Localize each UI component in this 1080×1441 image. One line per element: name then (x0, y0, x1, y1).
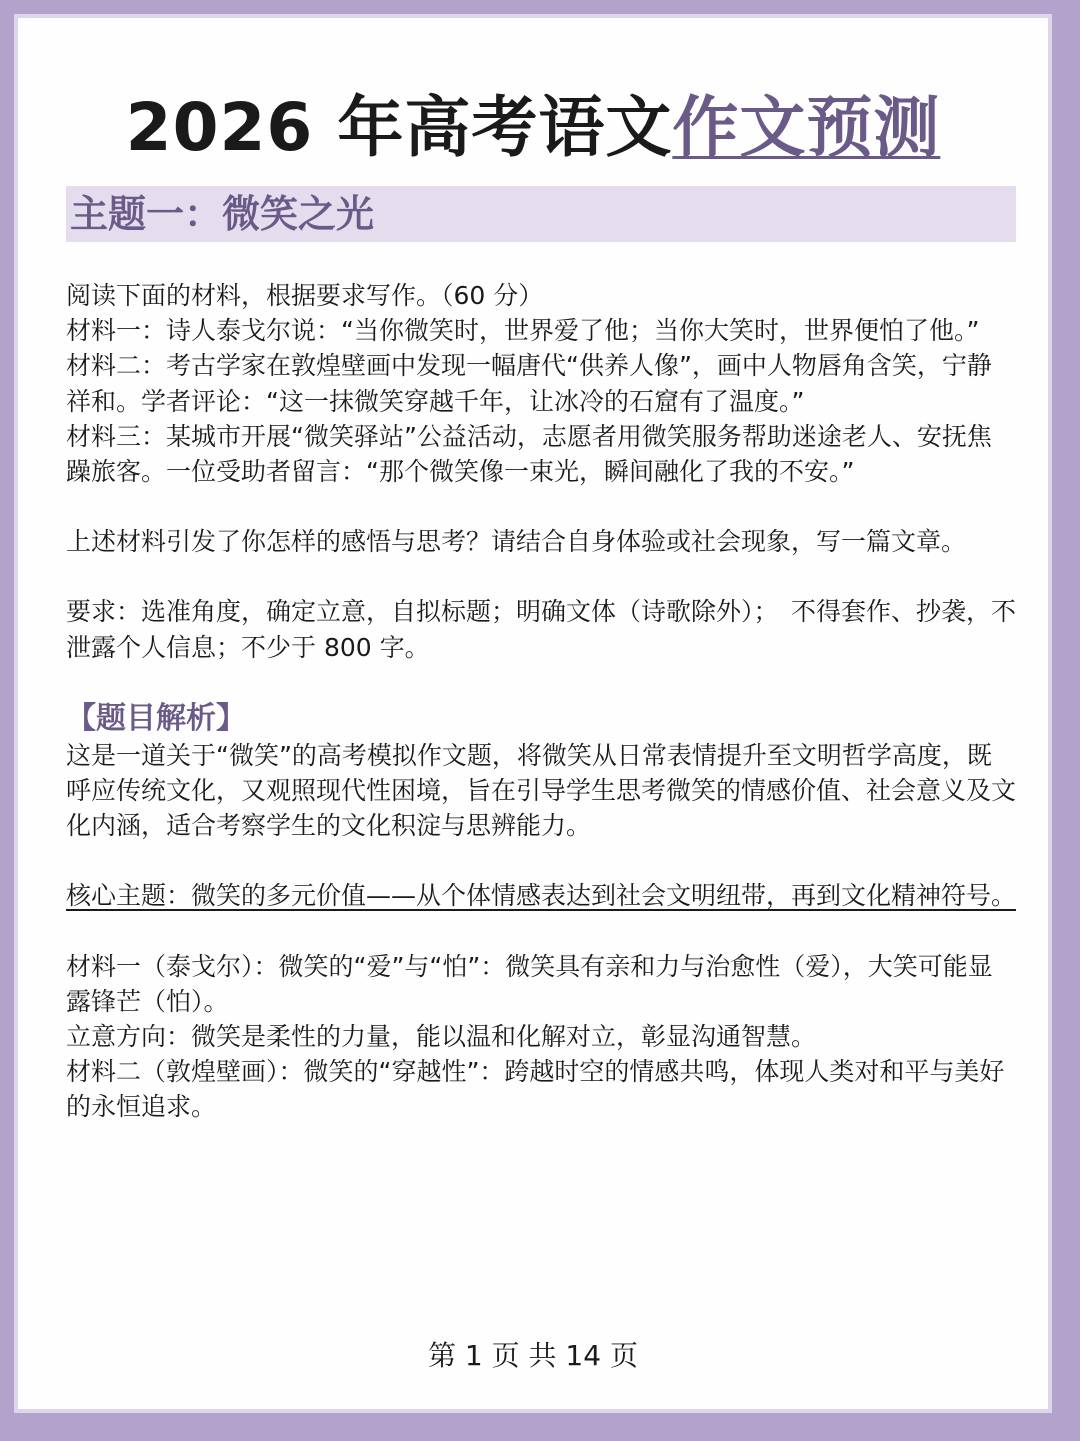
document-body (66, 278, 1016, 1125)
material-one: 材料一：诗人泰戈尔说：“当你微笑时，世界爱了他；当你大笑时，世界便怕了他。” (66, 316, 980, 346)
material-two: 材料二：考古学家在敦煌壁画中发现一幅唐代“供养人像”，画中人物唇角含笑，宁静祥和。学者评论：“这一抹微笑穿越千年，让冰冷的石窟有了温度。” (66, 351, 992, 416)
writing-requirements: 要求：选准角度，确定立意，自拟标题；明确文体（诗歌除外）； 不得套作、抄袭，不泄露个人信息；不少于 800 字。 (66, 597, 1017, 662)
analysis-summary: 这是一道关于“微笑”的高考模拟作文题，将微笑从日常表情提升至文明哲学高度，既呼应传统文化，又观照现代性困境，旨在引导学生思考微笑的情感价值、社会意义及文化内涵，适合考察学生的文化积淀与思辨能力。 (66, 740, 1017, 841)
page-title (18, 88, 1048, 168)
analysis-point-two: 材料二（敦煌壁画）：微笑的“穿越性”：跨越时空的情感共鸣，体现人类对和平与美好的永恒追求。 (66, 1057, 1005, 1122)
title-plain: 2026 年高考语文 (125, 89, 673, 166)
material-three: 材料三：某城市开展“微笑驿站”公益活动，志愿者用微笑服务帮助迷途老人、安抚焦躁旅客。一位受助者留言：“那个微笑像一束光，瞬间融化了我的不安。” (66, 421, 992, 487)
document-page (14, 14, 1052, 1413)
title-highlight: 作文预测 (672, 89, 941, 166)
writing-question: 上述材料引发了你怎样的感悟与思考？请结合自身体验或社会现象，写一篇文章。 (66, 527, 967, 557)
page-indicator: 第 1 页 共 14 页 (428, 1339, 638, 1372)
section-title: 主题一：微笑之光 (70, 192, 375, 236)
analysis-direction-one: 立意方向：微笑是柔性的力量，能以温和化解对立，彰显沟通智慧。 (66, 1022, 817, 1052)
section-header (66, 186, 1016, 242)
analysis-point-one: 材料一（泰戈尔）：微笑的“爱”与“怕”：微笑具有亲和力与治愈性（爱），大笑可能显露锋芒（怕）。 (66, 951, 993, 1016)
analysis-heading: 【题目解析】 (66, 700, 246, 736)
core-theme: 核心主题：微笑的多元价值——从个体情感表达到社会文明纽带，再到文化精神符号。 (66, 881, 1017, 911)
prompt-intro: 阅读下面的材料，根据要求写作。（60 分） (66, 281, 544, 310)
